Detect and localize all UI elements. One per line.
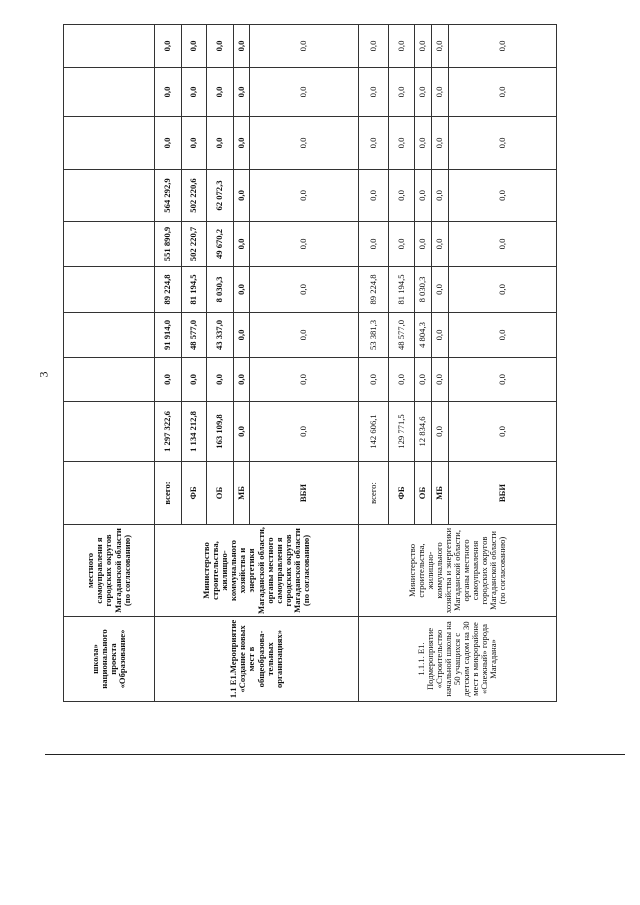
amount-cell: 0,0 <box>155 25 182 68</box>
empty-cell <box>64 25 155 68</box>
amount-cell: 0,0 <box>359 25 389 68</box>
amount-cell: 12 834,6 <box>415 402 432 462</box>
funding-source-cell: всего: <box>359 462 389 525</box>
amount-cell: 0,0 <box>415 358 432 402</box>
table-row-fragment <box>64 25 155 702</box>
amount-cell: 0,0 <box>182 68 207 117</box>
amount-cell: 0,0 <box>449 358 557 402</box>
rotated-table-container <box>63 25 555 702</box>
amount-cell: 0,0 <box>155 358 182 402</box>
amount-cell: 0,0 <box>415 25 432 68</box>
amount-cell: 0,0 <box>432 313 449 358</box>
empty-cell <box>64 68 155 117</box>
amount-cell: 0,0 <box>449 313 557 358</box>
page-number: 3 <box>36 371 51 378</box>
measure-name-cell: 1.1.1. Е1. Подмероприятие «Строительство начальной школы на 50 учащихся с детским садом на 30 мест в микрорайоне «Снежный» города Магадана» <box>359 617 557 702</box>
amount-cell: 4 804,3 <box>415 313 432 358</box>
amount-cell: 8 030,3 <box>415 267 432 313</box>
amount-cell: 0,0 <box>155 68 182 117</box>
table-row <box>155 25 182 702</box>
empty-cell <box>64 222 155 267</box>
amount-cell: 0,0 <box>359 117 389 170</box>
amount-cell: 0,0 <box>234 358 250 402</box>
amount-cell: 0,0 <box>359 222 389 267</box>
amount-cell: 564 292,9 <box>155 170 182 222</box>
amount-cell: 129 771,5 <box>389 402 415 462</box>
responsible-cell: Министерство строительства, жилищно-коммунального хозяйства и энергетики Магаданской области, органы местного самоуправлени я городских округов Магаданской области (по согласованию) <box>155 525 359 617</box>
amount-cell: 502 220,6 <box>182 170 207 222</box>
amount-cell: 0,0 <box>432 358 449 402</box>
amount-cell: 0,0 <box>250 313 359 358</box>
amount-cell: 0,0 <box>432 68 449 117</box>
amount-cell: 0,0 <box>250 117 359 170</box>
amount-cell: 0,0 <box>182 117 207 170</box>
amount-cell: 0,0 <box>432 25 449 68</box>
amount-cell: 48 577,0 <box>182 313 207 358</box>
amount-cell: 0,0 <box>359 170 389 222</box>
amount-cell: 0,0 <box>449 68 557 117</box>
funding-source-cell: МБ <box>234 462 250 525</box>
amount-cell: 0,0 <box>389 68 415 117</box>
amount-cell: 0,0 <box>250 170 359 222</box>
amount-cell: 0,0 <box>182 25 207 68</box>
amount-cell: 0,0 <box>234 117 250 170</box>
amount-cell: 0,0 <box>415 170 432 222</box>
amount-cell: 0,0 <box>359 358 389 402</box>
amount-cell: 0,0 <box>359 68 389 117</box>
amount-cell: 8 030,3 <box>207 267 234 313</box>
amount-cell: 1 297 322,6 <box>155 402 182 462</box>
amount-cell: 0,0 <box>389 25 415 68</box>
measure-name-cell: 1.1 Е1.Мероприятие «Создание новых мест в общеобразова-тельных организациях» <box>155 617 359 702</box>
amount-cell: 0,0 <box>234 25 250 68</box>
funding-source-cell: ФБ <box>389 462 415 525</box>
amount-cell: 0,0 <box>415 68 432 117</box>
amount-cell: 0,0 <box>415 222 432 267</box>
amount-cell: 0,0 <box>234 170 250 222</box>
amount-cell: 0,0 <box>415 117 432 170</box>
amount-cell: 0,0 <box>182 358 207 402</box>
page-divider-line <box>45 754 625 755</box>
empty-cell <box>64 117 155 170</box>
amount-cell: 0,0 <box>449 267 557 313</box>
amount-cell: 0,0 <box>207 25 234 68</box>
amount-cell: 0,0 <box>449 117 557 170</box>
amount-cell: 0,0 <box>432 402 449 462</box>
amount-cell: 0,0 <box>234 313 250 358</box>
funding-source-cell: МБ <box>432 462 449 525</box>
amount-cell: 163 109,8 <box>207 402 234 462</box>
amount-cell: 0,0 <box>449 25 557 68</box>
amount-cell: 0,0 <box>234 222 250 267</box>
amount-cell: 0,0 <box>449 402 557 462</box>
amount-cell: 89 224,8 <box>155 267 182 313</box>
amount-cell: 0,0 <box>449 170 557 222</box>
amount-cell: 0,0 <box>432 170 449 222</box>
amount-cell: 0,0 <box>234 402 250 462</box>
amount-cell: 0,0 <box>432 222 449 267</box>
funding-source-cell: ФБ <box>182 462 207 525</box>
amount-cell: 0,0 <box>207 68 234 117</box>
amount-cell: 81 194,5 <box>389 267 415 313</box>
amount-cell: 502 220,7 <box>182 222 207 267</box>
funding-source-cell: ОБ <box>207 462 234 525</box>
amount-cell: 0,0 <box>449 222 557 267</box>
funding-source-cell: ОБ <box>415 462 432 525</box>
empty-cell <box>64 358 155 402</box>
amount-cell: 0,0 <box>250 25 359 68</box>
amount-cell: 43 337,0 <box>207 313 234 358</box>
empty-cell <box>64 170 155 222</box>
amount-cell: 0,0 <box>389 358 415 402</box>
amount-cell: 0,0 <box>389 170 415 222</box>
amount-cell: 53 381,3 <box>359 313 389 358</box>
amount-cell: 89 224,8 <box>359 267 389 313</box>
amount-cell: 0,0 <box>250 68 359 117</box>
amount-cell: 142 606,1 <box>359 402 389 462</box>
amount-cell: 551 890,9 <box>155 222 182 267</box>
amount-cell: 0,0 <box>250 267 359 313</box>
amount-cell: 0,0 <box>207 117 234 170</box>
amount-cell: 48 577,0 <box>389 313 415 358</box>
amount-cell: 0,0 <box>250 358 359 402</box>
funding-source-cell: всего: <box>155 462 182 525</box>
funding-source-cell: ВБИ <box>250 462 359 525</box>
amount-cell: 0,0 <box>207 358 234 402</box>
empty-cell <box>64 402 155 462</box>
table-row <box>359 25 389 702</box>
amount-cell: 91 914,0 <box>155 313 182 358</box>
amount-cell: 0,0 <box>155 117 182 170</box>
amount-cell: 49 670,2 <box>207 222 234 267</box>
responsible-cell: Министерство строительства, жилищно-коммунального хозяйства и энергетики Магаданской области, органы местного самоуправления городских округов Магаданской области (по согласованию) <box>359 525 557 617</box>
amount-cell: 0,0 <box>432 117 449 170</box>
empty-cell <box>64 462 155 525</box>
amount-cell: 0,0 <box>250 402 359 462</box>
amount-cell: 0,0 <box>432 267 449 313</box>
amount-cell: 0,0 <box>234 68 250 117</box>
funding-table <box>63 24 557 702</box>
amount-cell: 81 194,5 <box>182 267 207 313</box>
funding-source-cell: ВБИ <box>449 462 557 525</box>
empty-cell <box>64 267 155 313</box>
measure-name-cell: школа» национального проекта «Образование» <box>64 617 155 702</box>
amount-cell: 0,0 <box>389 117 415 170</box>
empty-cell <box>64 313 155 358</box>
amount-cell: 1 134 212,8 <box>182 402 207 462</box>
responsible-cell: местного самоуправлени я городских округов Магаданской области (по согласованию) <box>64 525 155 617</box>
amount-cell: 0,0 <box>389 222 415 267</box>
amount-cell: 0,0 <box>234 267 250 313</box>
amount-cell: 62 072,3 <box>207 170 234 222</box>
amount-cell: 0,0 <box>250 222 359 267</box>
